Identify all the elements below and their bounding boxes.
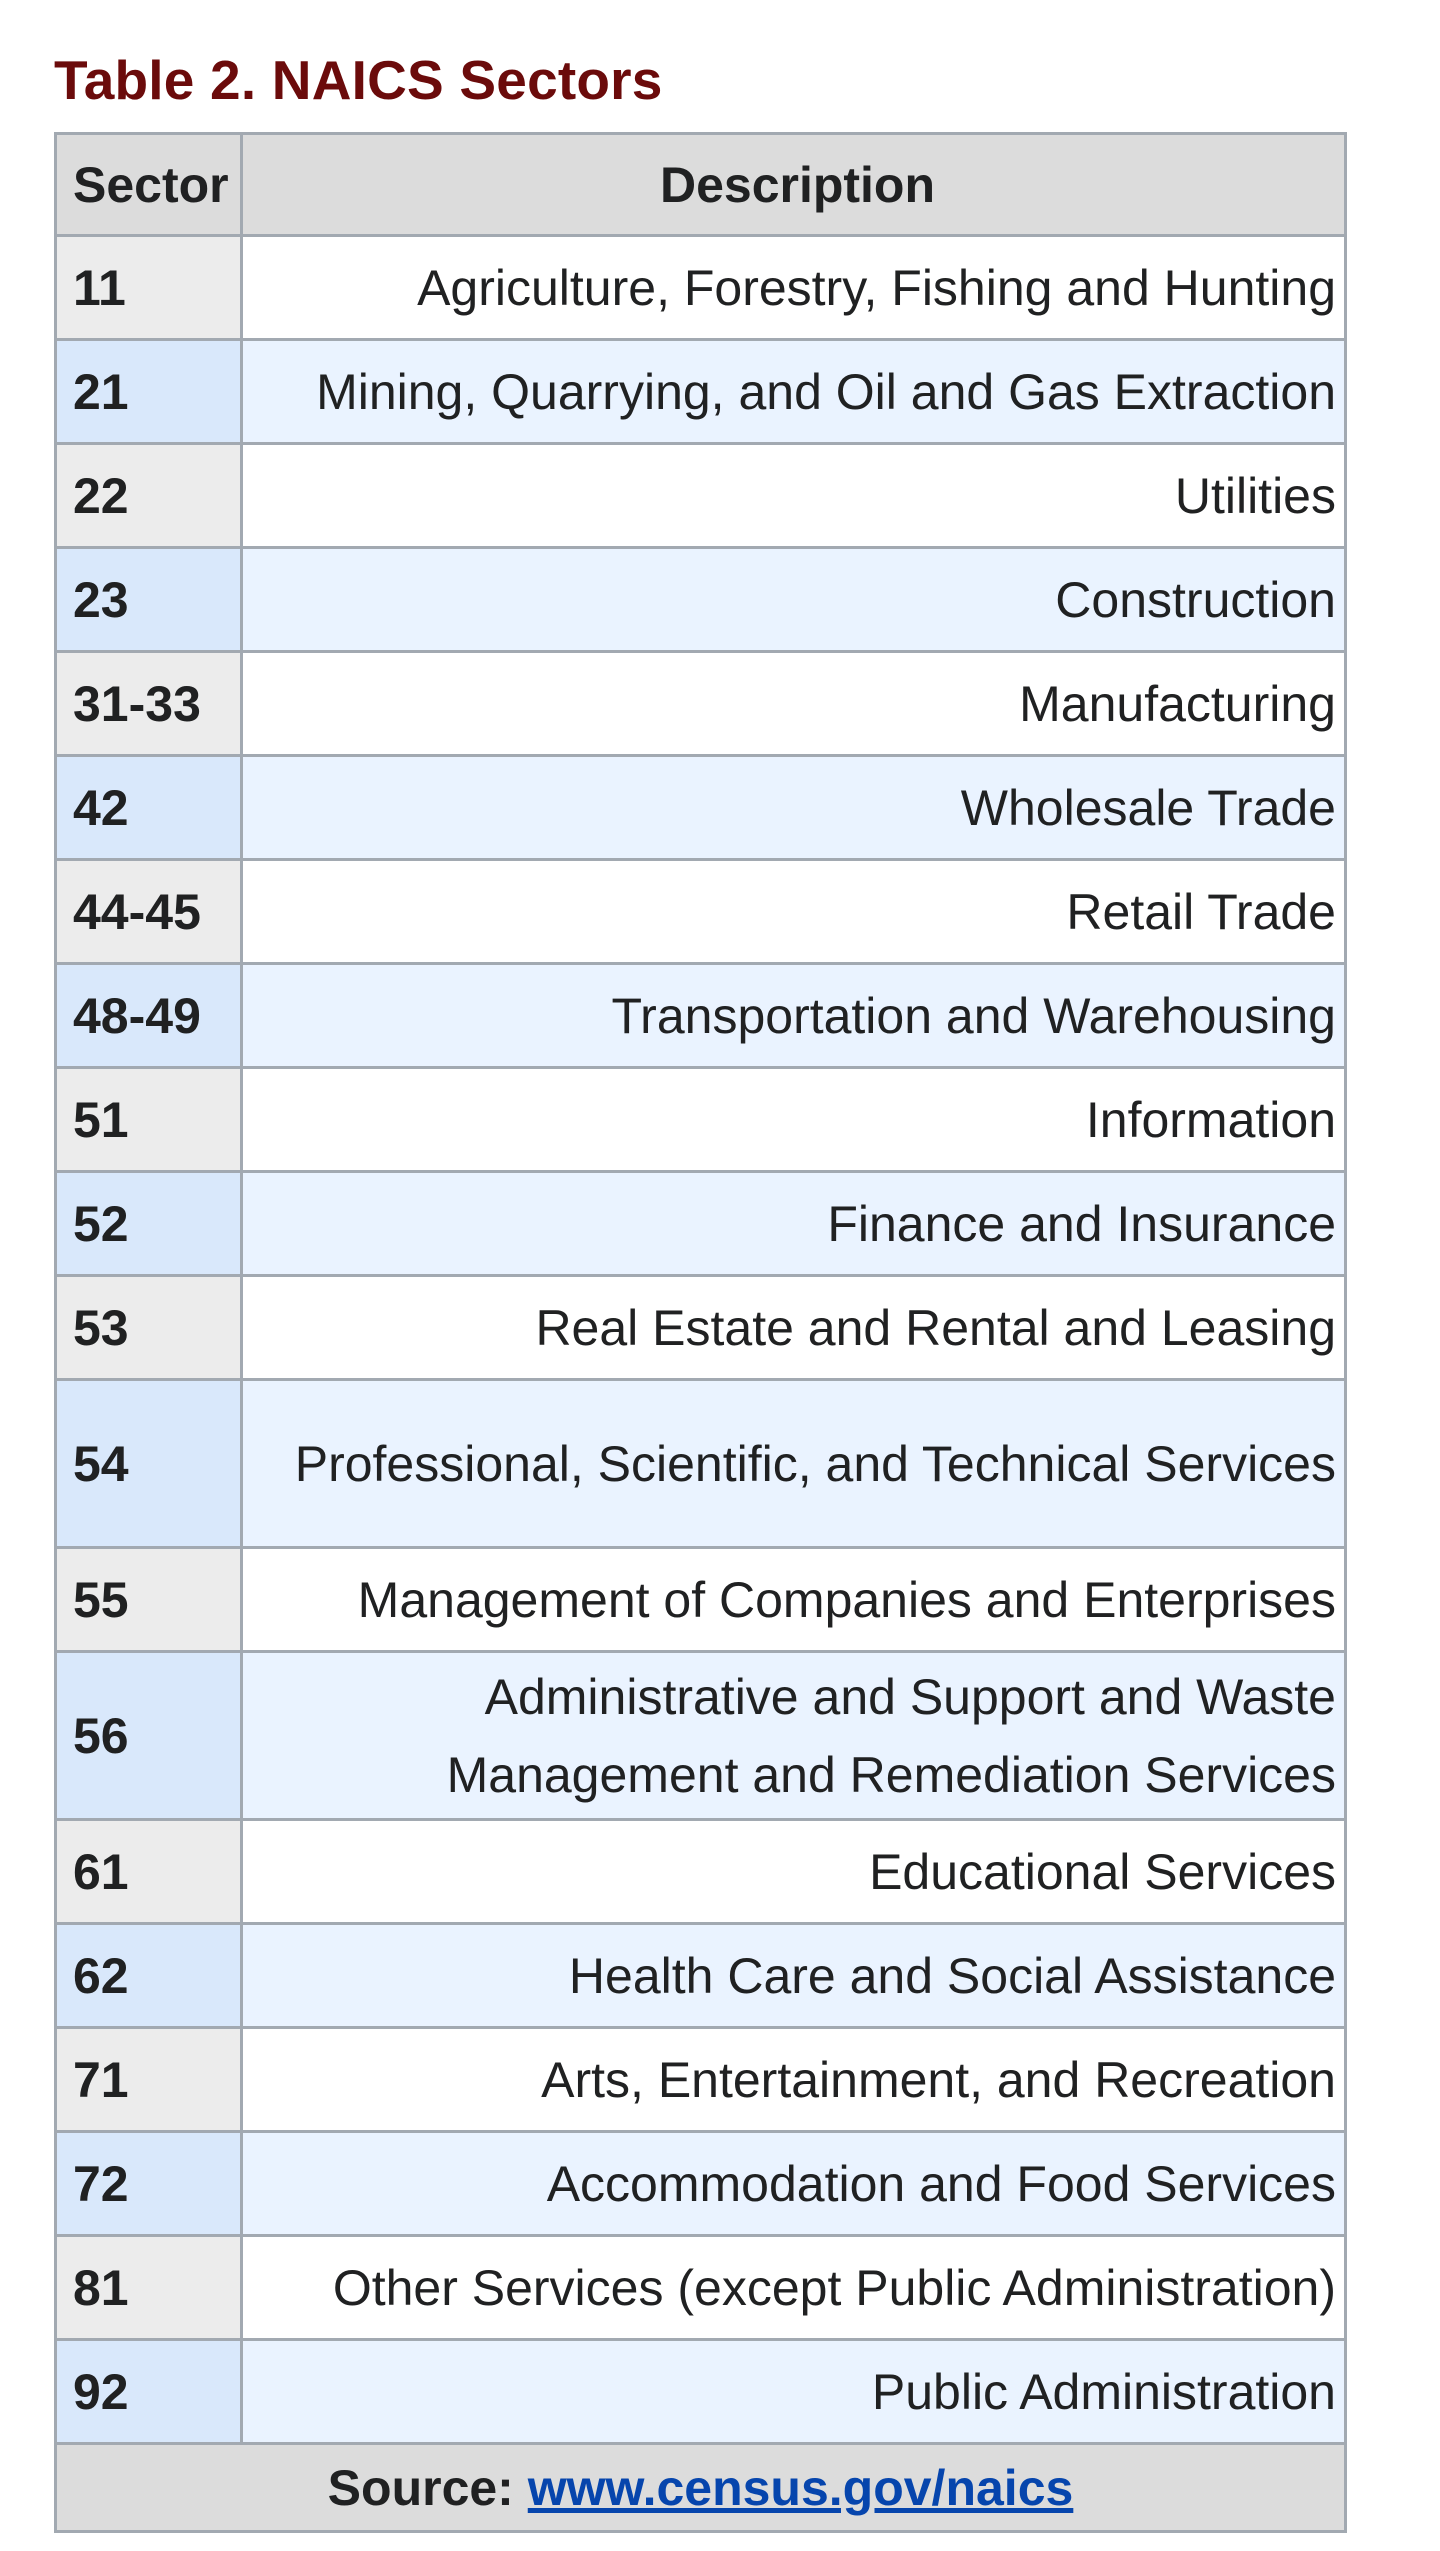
table-row (56, 1548, 1346, 1652)
sector-description: Utilities (242, 444, 1346, 548)
sector-description: Information (242, 1068, 1346, 1172)
column-header-description: Description (242, 134, 1346, 236)
sector-code: 11 (56, 236, 242, 340)
table-body (56, 236, 1346, 2444)
sector-code: 62 (56, 1924, 242, 2028)
table-row (56, 1652, 1346, 1820)
naics-table (54, 132, 1347, 2533)
table-row (56, 548, 1346, 652)
sector-code: 72 (56, 2132, 242, 2236)
table-row (56, 1276, 1346, 1380)
table-row (56, 2132, 1346, 2236)
table-row (56, 236, 1346, 340)
sector-code: 44-45 (56, 860, 242, 964)
table-row (56, 756, 1346, 860)
sector-description: Other Services (except Public Administration) (242, 2236, 1346, 2340)
sector-description: Retail Trade (242, 860, 1346, 964)
sector-code: 42 (56, 756, 242, 860)
table-row (56, 2340, 1346, 2444)
sector-description: Arts, Entertainment, and Recreation (242, 2028, 1346, 2132)
column-header-sector: Sector (56, 134, 242, 236)
sector-code: 21 (56, 340, 242, 444)
sector-code: 56 (56, 1652, 242, 1820)
sector-description: Public Administration (242, 2340, 1346, 2444)
sector-description: Agriculture, Forestry, Fishing and Hunting (242, 236, 1346, 340)
sector-code: 52 (56, 1172, 242, 1276)
table-row (56, 652, 1346, 756)
table-row (56, 444, 1346, 548)
source-row (56, 2444, 1346, 2532)
sector-code: 81 (56, 2236, 242, 2340)
table-row (56, 2028, 1346, 2132)
sector-description: Finance and Insurance (242, 1172, 1346, 1276)
sector-code: 92 (56, 2340, 242, 2444)
sector-description: Construction (242, 548, 1346, 652)
sector-description: Educational Services (242, 1820, 1346, 1924)
sector-description: Management of Companies and Enterprises (242, 1548, 1346, 1652)
header-row (56, 134, 1346, 236)
sector-code: 51 (56, 1068, 242, 1172)
sector-code: 48-49 (56, 964, 242, 1068)
sector-code: 31-33 (56, 652, 242, 756)
table-row (56, 860, 1346, 964)
sector-description: Health Care and Social Assistance (242, 1924, 1346, 2028)
sector-code: 71 (56, 2028, 242, 2132)
sector-code: 55 (56, 1548, 242, 1652)
sector-description: Administrative and Support and Waste Management and Remediation Services (242, 1652, 1346, 1820)
table-row (56, 2236, 1346, 2340)
sector-code: 23 (56, 548, 242, 652)
table-row (56, 1820, 1346, 1924)
sector-description: Mining, Quarrying, and Oil and Gas Extraction (242, 340, 1346, 444)
sector-description: Wholesale Trade (242, 756, 1346, 860)
table-row (56, 340, 1346, 444)
sector-description: Accommodation and Food Services (242, 2132, 1346, 2236)
table-row (56, 1068, 1346, 1172)
table-row (56, 1380, 1346, 1548)
table-caption: Table 2. NAICS Sectors (54, 49, 663, 111)
table-row (56, 1924, 1346, 2028)
source-link[interactable]: www.census.gov/naics (527, 2459, 1074, 2516)
sector-code: 53 (56, 1276, 242, 1380)
sector-description: Professional, Scientific, and Technical Services (242, 1380, 1346, 1548)
sector-code: 54 (56, 1380, 242, 1548)
table-row (56, 964, 1346, 1068)
source-label: Source: (327, 2459, 514, 2516)
sector-code: 61 (56, 1820, 242, 1924)
table-row (56, 1172, 1346, 1276)
sector-description: Real Estate and Rental and Leasing (242, 1276, 1346, 1380)
source-cell (56, 2444, 1346, 2532)
sector-code: 22 (56, 444, 242, 548)
sector-description: Manufacturing (242, 652, 1346, 756)
table-container (54, 40, 1344, 2533)
sector-description: Transportation and Warehousing (242, 964, 1346, 1068)
